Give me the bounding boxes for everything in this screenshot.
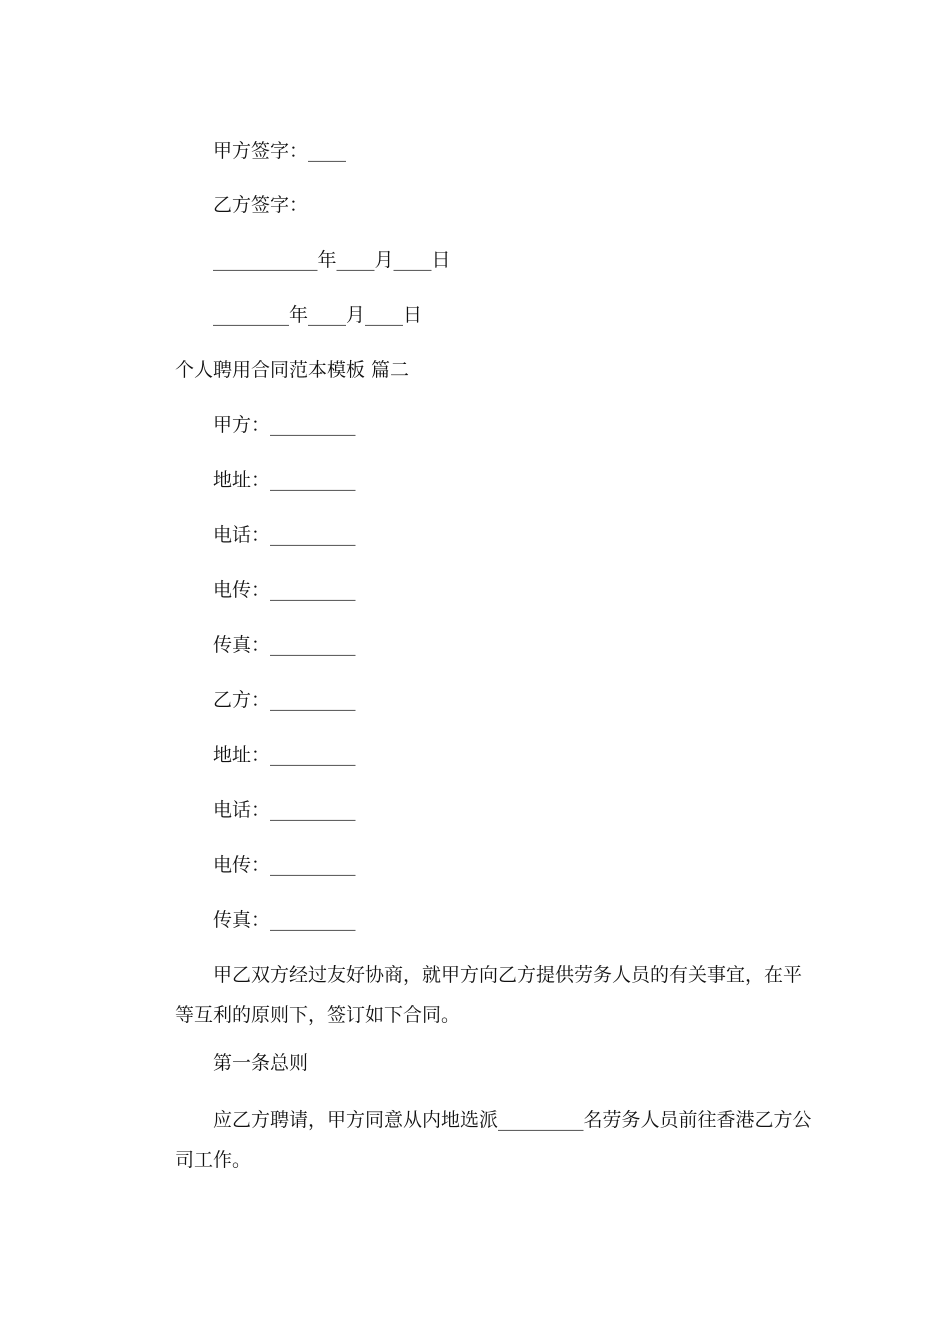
party-b-fax-field: 传真：_________ [213,909,356,931]
signature-date-2: ________年____月____日 [213,304,423,326]
party-b-phone-field: 电话：_________ [213,799,356,821]
article-1-heading: 第一条总则 [213,1052,309,1074]
party-a-phone-field: 电话：_________ [213,524,356,546]
party-b-telex-field: 电传：_________ [213,854,356,876]
section-title: 个人聘用合同范本模板 篇二 [175,359,410,381]
signature-date-1: ___________年____月____日 [213,249,451,271]
party-b-address-field: 地址：_________ [213,744,356,766]
party-a-name-field: 甲方：_________ [213,414,356,436]
article-1-body: 应乙方聘请，甲方同意从内地选派_________名劳务人员前往香港乙方公司工作。 [175,1109,812,1171]
intro-paragraph: 甲乙双方经过友好协商，就甲方向乙方提供劳务人员的有关事宜，在平等互利的原则下，签订如下合同。 [175,964,803,1026]
party-a-fax-field: 传真：_________ [213,634,356,656]
party-b-signature: 乙方签字： [213,194,309,216]
party-b-name-field: 乙方：_________ [213,689,356,711]
party-a-signature: 甲方签字：____ [213,140,347,162]
party-a-address-field: 地址：_________ [213,469,356,491]
party-a-telex-field: 电传：_________ [213,579,356,601]
